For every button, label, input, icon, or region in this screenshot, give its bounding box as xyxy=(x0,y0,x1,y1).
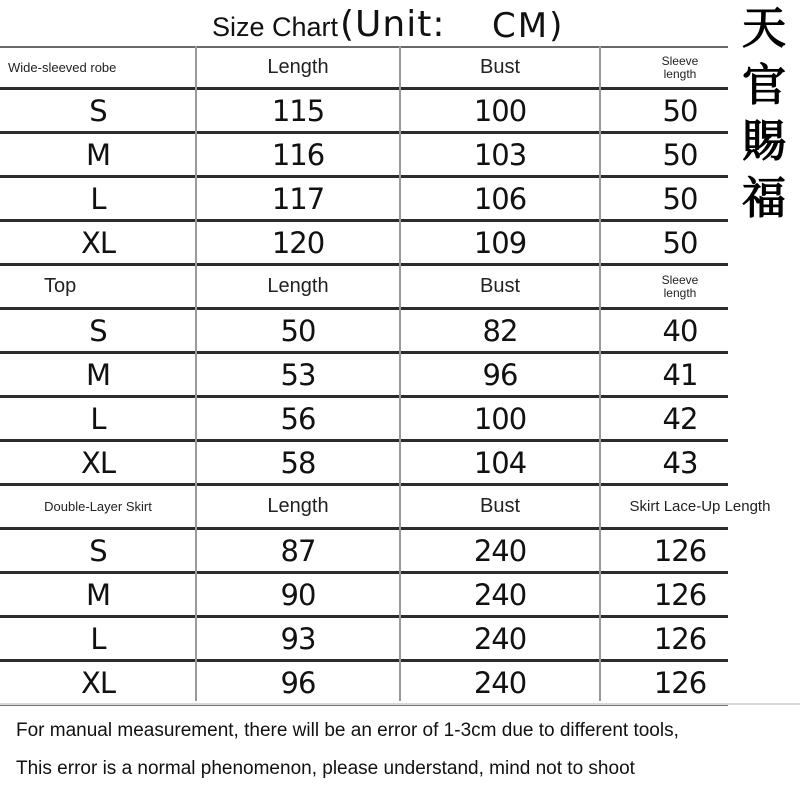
table-row xyxy=(0,530,728,574)
table-row xyxy=(0,310,728,354)
column-header-sleeve-length: Sleeve length xyxy=(661,272,699,300)
section-name: Double-Layer Skirt xyxy=(44,499,152,514)
column-divider xyxy=(399,46,401,701)
table-row xyxy=(0,442,728,486)
length-value: 58 xyxy=(280,445,316,480)
size-label: M xyxy=(85,137,111,172)
length-value: 50 xyxy=(280,313,316,348)
column-header-bust: Bust xyxy=(479,275,521,297)
bust-value: 96 xyxy=(482,357,518,392)
logo-char: 官 xyxy=(742,59,786,111)
table-row xyxy=(0,618,728,662)
bust-value: 82 xyxy=(482,313,518,348)
size-label: L xyxy=(90,621,106,656)
length-value: 93 xyxy=(280,621,316,656)
table-row xyxy=(0,574,728,618)
length-value: 115 xyxy=(271,93,325,128)
section-name: Wide-sleeved robe xyxy=(8,60,117,75)
section-header-row xyxy=(0,266,728,310)
table-row xyxy=(0,90,728,134)
skirt-lace-up-length-value: 126 xyxy=(653,577,707,612)
logo-char: 賜 xyxy=(742,116,786,168)
sleeve-length-value: 50 xyxy=(662,93,698,128)
bust-value: 240 xyxy=(473,666,527,700)
sleeve-length-value: 41 xyxy=(662,357,698,392)
title-unit: (Unit: xyxy=(340,4,446,45)
section-header-row xyxy=(0,486,771,530)
logo-char: 福 xyxy=(742,172,786,224)
size-label: S xyxy=(89,93,107,128)
table-row xyxy=(0,134,728,178)
size-label: M xyxy=(85,357,111,392)
divider xyxy=(0,703,800,705)
column-header-sleeve-length: Sleeve length xyxy=(661,53,699,81)
bust-value: 106 xyxy=(473,181,527,216)
sleeve-length-value: 43 xyxy=(662,445,698,480)
size-label: L xyxy=(90,181,106,216)
column-divider xyxy=(599,46,601,701)
sleeve-length-value: 42 xyxy=(662,401,698,436)
measurement-note: For manual measurement, there will be an error of 1-3cm due to different tools, xyxy=(16,720,679,741)
size-label: XL xyxy=(80,445,116,480)
length-value: 116 xyxy=(271,137,325,172)
size-label: S xyxy=(89,533,107,568)
column-header-length: Length xyxy=(267,275,329,297)
bust-value: 109 xyxy=(473,225,527,260)
bust-value: 240 xyxy=(473,621,527,656)
table-row xyxy=(0,398,728,442)
bust-value: 100 xyxy=(473,401,527,436)
size-label: M xyxy=(85,577,111,612)
bust-value: 240 xyxy=(473,533,527,568)
sleeve-length-value: 50 xyxy=(662,181,698,216)
column-header-length: Length xyxy=(267,495,329,517)
title-unit-value: CM) xyxy=(492,6,565,46)
size-label: XL xyxy=(80,225,116,260)
section-name: Top xyxy=(44,275,77,297)
length-value: 117 xyxy=(271,181,325,216)
column-header-bust: Bust xyxy=(479,495,521,517)
skirt-lace-up-length-value: 126 xyxy=(653,666,707,700)
column-header-bust: Bust xyxy=(479,56,521,78)
skirt-lace-up-length-value: 126 xyxy=(653,533,707,568)
column-header-length: Length xyxy=(267,56,329,78)
sleeve-length-value: 50 xyxy=(662,225,698,260)
bust-value: 104 xyxy=(473,445,527,480)
size-chart-table xyxy=(0,46,771,706)
length-value: 96 xyxy=(280,666,316,700)
table-row xyxy=(0,354,728,398)
table-row xyxy=(0,662,728,706)
table-row xyxy=(0,222,728,266)
skirt-lace-up-length-value: 126 xyxy=(653,621,707,656)
column-divider xyxy=(195,46,197,701)
size-label: L xyxy=(90,401,106,436)
bust-value: 100 xyxy=(473,93,527,128)
column-header-skirt-lace-up-length: Skirt Lace-Up Length xyxy=(629,498,771,515)
title-size-chart: Size Chart xyxy=(212,12,339,42)
bust-value: 103 xyxy=(473,137,527,172)
size-label: XL xyxy=(80,666,116,700)
logo-char: 天 xyxy=(742,3,786,54)
section-header-row xyxy=(0,46,728,90)
bust-value: 240 xyxy=(473,577,527,612)
table-row xyxy=(0,178,728,222)
sleeve-length-value: 40 xyxy=(662,313,698,348)
length-value: 53 xyxy=(280,357,316,392)
length-value: 56 xyxy=(280,401,316,436)
size-label: S xyxy=(89,313,107,348)
length-value: 90 xyxy=(280,577,316,612)
length-value: 120 xyxy=(271,225,325,260)
measurement-note: This error is a normal phenomenon, please understand, mind not to shoot xyxy=(16,758,635,779)
length-value: 87 xyxy=(280,533,316,568)
sleeve-length-value: 50 xyxy=(662,137,698,172)
